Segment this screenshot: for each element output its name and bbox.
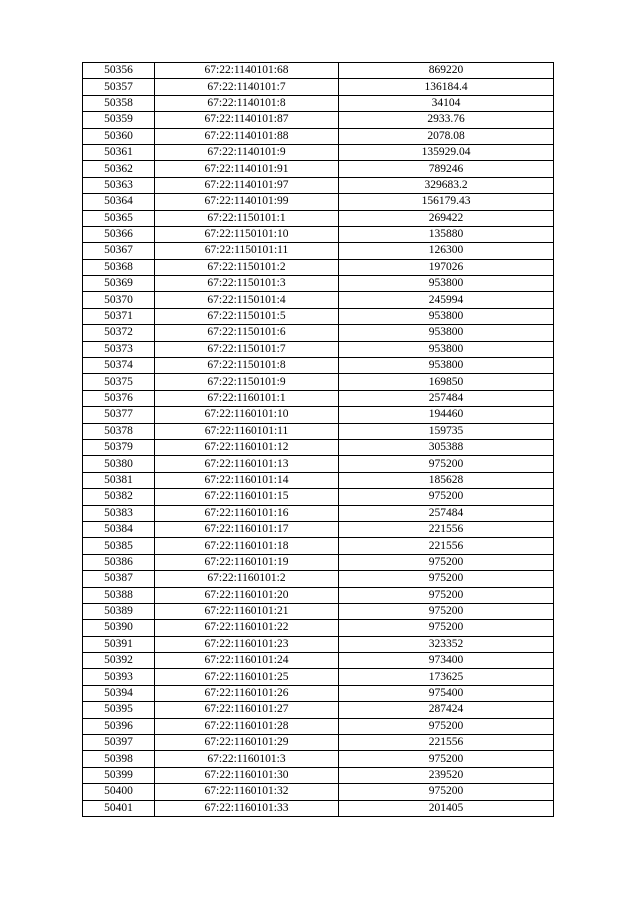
cadastral-value-table <box>82 62 554 817</box>
value-cell: 329683.2 <box>339 177 554 193</box>
value-cell: 197026 <box>339 259 554 275</box>
row-number-cell: 50388 <box>83 587 155 603</box>
value-cell: 221556 <box>339 538 554 554</box>
cadastral-number-cell: 67:22:1160101:33 <box>155 800 339 816</box>
cadastral-number-cell: 67:22:1160101:16 <box>155 505 339 521</box>
cadastral-number-cell: 67:22:1140101:91 <box>155 161 339 177</box>
table-row <box>83 95 554 111</box>
cadastral-number-cell: 67:22:1140101:99 <box>155 194 339 210</box>
table-body <box>83 63 554 817</box>
table-row <box>83 63 554 79</box>
cadastral-number-cell: 67:22:1150101:9 <box>155 374 339 390</box>
cadastral-number-cell: 67:22:1150101:2 <box>155 259 339 275</box>
cadastral-number-cell: 67:22:1150101:5 <box>155 308 339 324</box>
table-row <box>83 669 554 685</box>
cadastral-number-cell: 67:22:1160101:18 <box>155 538 339 554</box>
value-cell: 173625 <box>339 669 554 685</box>
value-cell: 975200 <box>339 587 554 603</box>
value-cell: 975200 <box>339 489 554 505</box>
value-cell: 2933.76 <box>339 112 554 128</box>
value-cell: 287424 <box>339 702 554 718</box>
value-cell: 135880 <box>339 226 554 242</box>
value-cell: 975200 <box>339 456 554 472</box>
cadastral-number-cell: 67:22:1160101:20 <box>155 587 339 603</box>
value-cell: 323352 <box>339 636 554 652</box>
value-cell: 975200 <box>339 718 554 734</box>
cadastral-number-cell: 67:22:1160101:10 <box>155 407 339 423</box>
value-cell: 953800 <box>339 325 554 341</box>
table-row <box>83 243 554 259</box>
value-cell: 159735 <box>339 423 554 439</box>
cadastral-number-cell: 67:22:1160101:24 <box>155 653 339 669</box>
table-row <box>83 603 554 619</box>
table-row <box>83 358 554 374</box>
table-row <box>83 194 554 210</box>
row-number-cell: 50381 <box>83 472 155 488</box>
row-number-cell: 50392 <box>83 653 155 669</box>
cadastral-number-cell: 67:22:1160101:1 <box>155 390 339 406</box>
cadastral-number-cell: 67:22:1160101:11 <box>155 423 339 439</box>
table-row <box>83 620 554 636</box>
cadastral-number-cell: 67:22:1160101:29 <box>155 735 339 751</box>
row-number-cell: 50394 <box>83 685 155 701</box>
value-cell: 257484 <box>339 505 554 521</box>
value-cell: 185628 <box>339 472 554 488</box>
cadastral-number-cell: 67:22:1160101:17 <box>155 521 339 537</box>
row-number-cell: 50378 <box>83 423 155 439</box>
table-row <box>83 439 554 455</box>
row-number-cell: 50365 <box>83 210 155 226</box>
table-row <box>83 636 554 652</box>
value-cell: 245994 <box>339 292 554 308</box>
cadastral-number-cell: 67:22:1150101:10 <box>155 226 339 242</box>
table-row <box>83 210 554 226</box>
row-number-cell: 50396 <box>83 718 155 734</box>
cadastral-number-cell: 67:22:1140101:9 <box>155 144 339 160</box>
value-cell: 789246 <box>339 161 554 177</box>
row-number-cell: 50376 <box>83 390 155 406</box>
row-number-cell: 50380 <box>83 456 155 472</box>
table-row <box>83 341 554 357</box>
row-number-cell: 50391 <box>83 636 155 652</box>
row-number-cell: 50397 <box>83 735 155 751</box>
table-row <box>83 292 554 308</box>
cadastral-number-cell: 67:22:1140101:8 <box>155 95 339 111</box>
cadastral-number-cell: 67:22:1160101:13 <box>155 456 339 472</box>
row-number-cell: 50385 <box>83 538 155 554</box>
cadastral-number-cell: 67:22:1160101:3 <box>155 751 339 767</box>
row-number-cell: 50398 <box>83 751 155 767</box>
value-cell: 2078.08 <box>339 128 554 144</box>
cadastral-number-cell: 67:22:1160101:30 <box>155 767 339 783</box>
value-cell: 953800 <box>339 358 554 374</box>
table-row <box>83 702 554 718</box>
row-number-cell: 50359 <box>83 112 155 128</box>
table-row <box>83 571 554 587</box>
value-cell: 34104 <box>339 95 554 111</box>
value-cell: 194460 <box>339 407 554 423</box>
table-row <box>83 751 554 767</box>
value-cell: 156179.43 <box>339 194 554 210</box>
table-row <box>83 390 554 406</box>
row-number-cell: 50358 <box>83 95 155 111</box>
value-cell: 975200 <box>339 571 554 587</box>
value-cell: 975200 <box>339 554 554 570</box>
cadastral-number-cell: 67:22:1150101:3 <box>155 276 339 292</box>
row-number-cell: 50356 <box>83 63 155 79</box>
table-row <box>83 226 554 242</box>
table-row <box>83 784 554 800</box>
cadastral-number-cell: 67:22:1150101:1 <box>155 210 339 226</box>
table-row <box>83 112 554 128</box>
cadastral-number-cell: 67:22:1150101:8 <box>155 358 339 374</box>
table-row <box>83 767 554 783</box>
value-cell: 975200 <box>339 751 554 767</box>
cadastral-number-cell: 67:22:1160101:2 <box>155 571 339 587</box>
value-cell: 305388 <box>339 439 554 455</box>
cadastral-number-cell: 67:22:1160101:12 <box>155 439 339 455</box>
table-row <box>83 276 554 292</box>
row-number-cell: 50372 <box>83 325 155 341</box>
row-number-cell: 50393 <box>83 669 155 685</box>
value-cell: 975200 <box>339 620 554 636</box>
table-row <box>83 685 554 701</box>
row-number-cell: 50360 <box>83 128 155 144</box>
row-number-cell: 50399 <box>83 767 155 783</box>
value-cell: 869220 <box>339 63 554 79</box>
cadastral-number-cell: 67:22:1150101:6 <box>155 325 339 341</box>
cadastral-number-cell: 67:22:1150101:4 <box>155 292 339 308</box>
row-number-cell: 50383 <box>83 505 155 521</box>
value-cell: 136184.4 <box>339 79 554 95</box>
table-row <box>83 407 554 423</box>
table-row <box>83 456 554 472</box>
table-row <box>83 735 554 751</box>
row-number-cell: 50363 <box>83 177 155 193</box>
table-row <box>83 538 554 554</box>
row-number-cell: 50366 <box>83 226 155 242</box>
table-row <box>83 505 554 521</box>
table-row <box>83 554 554 570</box>
value-cell: 169850 <box>339 374 554 390</box>
cadastral-number-cell: 67:22:1140101:68 <box>155 63 339 79</box>
table-row <box>83 718 554 734</box>
cadastral-number-cell: 67:22:1140101:7 <box>155 79 339 95</box>
value-cell: 126300 <box>339 243 554 259</box>
row-number-cell: 50389 <box>83 603 155 619</box>
row-number-cell: 50401 <box>83 800 155 816</box>
table-row <box>83 177 554 193</box>
row-number-cell: 50357 <box>83 79 155 95</box>
value-cell: 221556 <box>339 735 554 751</box>
cadastral-number-cell: 67:22:1160101:25 <box>155 669 339 685</box>
row-number-cell: 50364 <box>83 194 155 210</box>
value-cell: 975400 <box>339 685 554 701</box>
table-row <box>83 144 554 160</box>
value-cell: 257484 <box>339 390 554 406</box>
row-number-cell: 50386 <box>83 554 155 570</box>
value-cell: 953800 <box>339 341 554 357</box>
table-row <box>83 325 554 341</box>
cadastral-number-cell: 67:22:1150101:7 <box>155 341 339 357</box>
row-number-cell: 50387 <box>83 571 155 587</box>
cadastral-number-cell: 67:22:1160101:22 <box>155 620 339 636</box>
table-row <box>83 521 554 537</box>
cadastral-number-cell: 67:22:1160101:15 <box>155 489 339 505</box>
cadastral-number-cell: 67:22:1160101:21 <box>155 603 339 619</box>
table-row <box>83 308 554 324</box>
value-cell: 221556 <box>339 521 554 537</box>
row-number-cell: 50384 <box>83 521 155 537</box>
table-row <box>83 259 554 275</box>
table-row <box>83 79 554 95</box>
row-number-cell: 50371 <box>83 308 155 324</box>
row-number-cell: 50382 <box>83 489 155 505</box>
value-cell: 975200 <box>339 784 554 800</box>
row-number-cell: 50361 <box>83 144 155 160</box>
value-cell: 975200 <box>339 603 554 619</box>
value-cell: 953800 <box>339 276 554 292</box>
cadastral-number-cell: 67:22:1160101:32 <box>155 784 339 800</box>
table-row <box>83 161 554 177</box>
value-cell: 201405 <box>339 800 554 816</box>
table-row <box>83 128 554 144</box>
value-cell: 269422 <box>339 210 554 226</box>
table-row <box>83 374 554 390</box>
value-cell: 973400 <box>339 653 554 669</box>
cadastral-number-cell: 67:22:1150101:11 <box>155 243 339 259</box>
cadastral-number-cell: 67:22:1160101:23 <box>155 636 339 652</box>
cadastral-number-cell: 67:22:1140101:88 <box>155 128 339 144</box>
cadastral-number-cell: 67:22:1140101:97 <box>155 177 339 193</box>
row-number-cell: 50375 <box>83 374 155 390</box>
row-number-cell: 50370 <box>83 292 155 308</box>
row-number-cell: 50367 <box>83 243 155 259</box>
row-number-cell: 50395 <box>83 702 155 718</box>
row-number-cell: 50374 <box>83 358 155 374</box>
row-number-cell: 50368 <box>83 259 155 275</box>
table-row <box>83 587 554 603</box>
row-number-cell: 50362 <box>83 161 155 177</box>
table-row <box>83 653 554 669</box>
cadastral-number-cell: 67:22:1160101:27 <box>155 702 339 718</box>
row-number-cell: 50369 <box>83 276 155 292</box>
row-number-cell: 50400 <box>83 784 155 800</box>
cadastral-number-cell: 67:22:1160101:28 <box>155 718 339 734</box>
row-number-cell: 50373 <box>83 341 155 357</box>
value-cell: 953800 <box>339 308 554 324</box>
row-number-cell: 50390 <box>83 620 155 636</box>
cadastral-number-cell: 67:22:1160101:14 <box>155 472 339 488</box>
table-row <box>83 423 554 439</box>
table-row <box>83 472 554 488</box>
row-number-cell: 50377 <box>83 407 155 423</box>
cadastral-number-cell: 67:22:1160101:26 <box>155 685 339 701</box>
value-cell: 239520 <box>339 767 554 783</box>
row-number-cell: 50379 <box>83 439 155 455</box>
cadastral-number-cell: 67:22:1140101:87 <box>155 112 339 128</box>
value-cell: 135929.04 <box>339 144 554 160</box>
table-row <box>83 489 554 505</box>
cadastral-number-cell: 67:22:1160101:19 <box>155 554 339 570</box>
table-row <box>83 800 554 816</box>
